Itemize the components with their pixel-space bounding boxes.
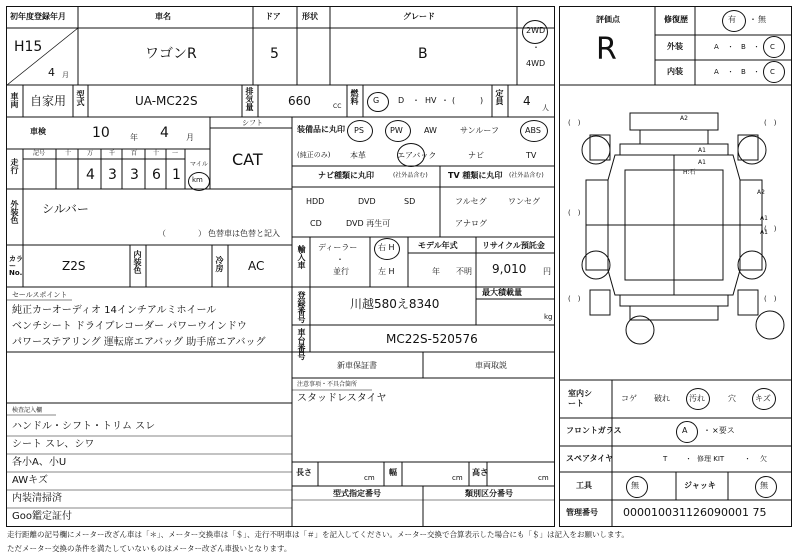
exterior-paren: （ ） (158, 229, 206, 238)
diagram-label-hood: A1 (698, 147, 706, 154)
equipment-sub: (純正のみ) (297, 151, 331, 159)
class-number-label: 類別区分番号 (465, 489, 513, 498)
diagram-label-right-front: A2 (757, 189, 765, 196)
shift-value: CAT (232, 150, 263, 169)
equip-airbag: エアバック (397, 151, 437, 160)
tv-sub: (社外品含む) (509, 172, 544, 179)
equip-navi: ナビ (468, 151, 484, 160)
width-label: 幅 (389, 468, 397, 477)
mileage-digit-3: 6 (152, 167, 161, 183)
diagram-label-right-quarter: A1 (760, 229, 768, 236)
diagram-label-roof: A1 (698, 159, 706, 166)
tools-value: 無 (631, 481, 639, 490)
management-label: 管理番号 (566, 508, 598, 517)
max-load-label: 最大積載量 (482, 288, 522, 297)
diagram-paren-tl: ( ) (568, 119, 581, 127)
color-no-label: カラーNo. (9, 255, 23, 277)
import-parallel: 並行 (333, 267, 349, 276)
displacement-value: 660 (288, 94, 311, 108)
model-year-label: モデル年式 (418, 241, 458, 250)
model-value: UA-MC22S (135, 94, 198, 108)
spare-kit: 修理 KIT (697, 455, 725, 463)
ac-value: AC (248, 259, 265, 273)
equip-sunroof: サンルーフ (460, 126, 499, 135)
cc-unit: CC (333, 103, 342, 110)
vin-label: 車台番号 (297, 328, 306, 360)
model-year-unknown: 不明 (456, 267, 472, 276)
digit-header-2: 千 (109, 150, 116, 157)
km-label: km (192, 176, 203, 184)
exterior-value: シルバー (42, 202, 89, 216)
sales-points-label: セールスポイント (12, 291, 68, 299)
management-value: 000010031126090001 75 (623, 506, 767, 519)
fuel-hv: HV (425, 96, 437, 105)
int-grade-dot1: ・ (727, 68, 734, 76)
navi-sd: SD (404, 197, 416, 206)
equip-leather: 本革 (350, 151, 366, 160)
equip-abs: ABS (525, 126, 541, 135)
length-label: 長さ (296, 468, 312, 477)
model-label: 型式 (76, 90, 85, 106)
car-wheels (582, 136, 784, 344)
fuel-dot1: ・ (412, 96, 420, 105)
equip-ps: PS (354, 126, 364, 135)
tv-oneseg: ワンセグ (508, 197, 540, 206)
door-count-value: 5 (270, 46, 279, 62)
spare-none: 欠 (760, 455, 767, 463)
seat-hole: 穴 (728, 394, 736, 403)
ac-label: 冷房 (215, 256, 224, 272)
repair-dot: ・ (749, 15, 757, 24)
digit-header-3: 百 (131, 150, 138, 157)
tools-label: 工具 (576, 481, 592, 490)
spare-dot2: ・ (744, 455, 751, 463)
equip-aw: AW (424, 126, 437, 135)
left-handle: 左 H (378, 267, 395, 276)
import-dealer: ディーラー (318, 243, 358, 252)
inspection-year-unit: 年 (130, 133, 138, 142)
int-grade-b: B (741, 68, 746, 76)
ext-grade-a: A (714, 43, 719, 51)
exterior-note: 色替車は色替と記入 (208, 229, 280, 238)
mileage-digit-1: 3 (108, 167, 117, 183)
fuel-dot2: ・ (441, 96, 449, 105)
usage-label: 車両 (10, 92, 19, 108)
fuel-g: G (373, 96, 380, 105)
yen-unit: 円 (543, 267, 551, 276)
repair-yes: 有 (728, 15, 736, 24)
repair-no: 無 (758, 15, 766, 24)
navi-dvd-play: DVD 再生可 (346, 219, 391, 228)
exterior-label: 外装色 (10, 200, 19, 224)
import-dot: ・ (336, 255, 344, 264)
ext-grade-c: C (770, 43, 775, 51)
diagram-paren-ml: ( ) (568, 209, 581, 217)
height-unit: cm (538, 474, 549, 482)
jack-label: ジャッキ (684, 481, 716, 490)
glass-need-exchange: ×要ス (712, 426, 735, 435)
sales-point-line-2: ベンチシート ドライブレコーダー パワーウインドウ (12, 321, 247, 332)
sales-point-line-3: パワーステアリング 運転席エアバッグ 助手席エアバッグ (12, 337, 266, 348)
equip-tv: TV (526, 151, 537, 160)
notes-value: スタッドレスタイヤ (297, 393, 387, 404)
ext-grade-dot2: ・ (753, 43, 760, 51)
car-name-value: ワゴンR (145, 46, 197, 62)
spare-t: T (663, 455, 668, 463)
interior-eval-label: 内装 (667, 67, 683, 76)
seat-stain: 汚れ (689, 394, 705, 403)
registration-label: 登録番号 (297, 291, 306, 323)
diagram-label-right-rear: A1 (760, 215, 768, 222)
footer-line-1: 走行距離の記号欄にメーター改ざん車は「＊」、メーター交換車は「＄」、走行不明車は「＃」を記入してください。メーター交換で合算表示した場合にも「＄」は記入をお願いします。 (7, 530, 629, 539)
ext-grade-dot1: ・ (727, 43, 734, 51)
fuel-d: D (398, 96, 405, 105)
diagram-label-windshield: H:石 (683, 169, 696, 176)
year-label: 初年度登録年月 (10, 12, 66, 21)
navi-title: ナビ種類に丸印 (318, 171, 374, 180)
inspector-line-3: 各小A、小U (12, 457, 67, 468)
new-car-warranty: 新車保証書 (337, 361, 377, 370)
width-unit: cm (452, 474, 463, 482)
circle-mark-2wd (522, 20, 548, 44)
sales-point-line-1: 純正カーオーディオ 14インチアルミホイール (12, 305, 217, 316)
recycle-label: リサイクル預託金 (482, 241, 545, 250)
navi-sub: (社外品含む) (393, 172, 428, 179)
mile-label: マイル (190, 161, 208, 168)
capacity-label: 定員 (495, 89, 504, 105)
navi-dvd: DVD (358, 197, 376, 206)
navi-hdd: HDD (306, 197, 325, 206)
evaluation-score: R (596, 32, 617, 67)
int-grade-a: A (714, 68, 719, 76)
tv-fullseg: フルセグ (455, 197, 487, 206)
capacity-value: 4 (523, 94, 531, 108)
registration-value: 川越580え8340 (350, 297, 440, 311)
import-label: 輸入車 (297, 245, 306, 269)
exterior-eval-label: 外装 (667, 42, 683, 51)
displacement-label: 排気量 (245, 87, 254, 111)
grade-label: グレード (403, 12, 435, 21)
type-designation-label: 型式指定番号 (333, 489, 381, 498)
length-unit: cm (364, 474, 375, 482)
equip-pw: PW (390, 126, 403, 135)
navi-cd: CD (310, 219, 322, 228)
diagram-paren-bl: ( ) (568, 295, 581, 303)
ext-grade-b: B (741, 43, 746, 51)
front-glass-label: フロントガラス (566, 426, 622, 435)
fuel-label: 燃料 (350, 89, 359, 105)
digit-header-4: 十 (153, 150, 160, 157)
inspector-line-4: AWキズ (12, 475, 48, 486)
color-no-value: Z2S (62, 259, 86, 273)
kg-unit: kg (544, 313, 553, 321)
first-reg-month: 4 (48, 66, 55, 79)
car-name-label: 車名 (155, 12, 171, 21)
model-year-unit: 年 (432, 267, 440, 276)
mileage-digit-2: 3 (130, 167, 139, 183)
car-body-diagram (586, 113, 762, 320)
evaluation-label: 評価点 (596, 15, 620, 24)
glass-value: A (682, 426, 688, 435)
seat-tear: 破れ (654, 394, 670, 403)
inspector-line-2: シート スレ、シワ (12, 439, 95, 450)
door-label: ドア (265, 12, 281, 21)
diagram-paren-tr: ( ) (764, 119, 777, 127)
digit-header-0: 十 (65, 150, 72, 157)
seat-scratch: キズ (755, 394, 771, 403)
drive-4wd: 4WD (526, 59, 546, 68)
height-label: 高さ (472, 468, 488, 477)
mileage-label: 走行 (10, 158, 19, 174)
inspector-line-6: Goo鑑定証付 (12, 511, 72, 522)
inspection-label: 車検 (30, 127, 46, 136)
jack-value: 無 (760, 481, 768, 490)
first-reg-year: H15 (14, 39, 43, 55)
inspector-line-1: ハンドル・シフト・トリム スレ (12, 421, 156, 432)
mileage-digit-4: 1 (172, 167, 181, 183)
vin-value: MC22S-520576 (386, 332, 478, 346)
inspection-month: 4 (160, 125, 169, 141)
digit-header-symbol: 記号 (33, 150, 46, 157)
inspector-line-5: 内装清掃済 (12, 493, 62, 504)
drive-2wd: 2WD (526, 26, 546, 35)
digit-header-1: 万 (87, 150, 94, 157)
month-unit: 月 (62, 71, 69, 79)
inspection-year: 10 (92, 125, 110, 141)
diagram-paren-mr: ( ) (764, 225, 777, 233)
fuel-paren-open: ( (452, 96, 456, 105)
capacity-unit: 人 (542, 104, 549, 112)
inspector-title: 検査記入欄 (12, 407, 43, 414)
digit-header-5: 一 (172, 150, 179, 157)
fuel-paren-close: ) (480, 96, 484, 105)
drive-sep: ・ (532, 43, 540, 52)
vehicle-manual: 車両取説 (475, 361, 507, 370)
shift-label: シフト (242, 119, 263, 127)
mileage-digit-0: 4 (86, 167, 95, 183)
glass-dot: ・ (703, 426, 711, 435)
spare-dot: ・ (685, 455, 692, 463)
equipment-label: 装備品に丸印 (297, 125, 345, 134)
right-handle: 右 H (378, 243, 395, 252)
interior-seat-label: 室内シート (568, 389, 592, 409)
inspection-month-unit: 月 (186, 133, 194, 142)
tv-analog: アナログ (455, 219, 487, 228)
interior-color-label: 内装色 (133, 250, 142, 274)
tv-title: TV 種類に丸印 (448, 171, 503, 180)
footer-line-2: ただメーター交換の条件を満たしていないものはメーター改ざん車扱いとなります。 (7, 544, 292, 553)
seat-burn: コゲ (621, 394, 637, 403)
grade-value: B (418, 46, 428, 62)
shape-label: 形状 (302, 12, 318, 21)
diagram-label-front: A2 (680, 115, 688, 122)
repair-history-label: 修復歴 (664, 15, 688, 24)
recycle-value: 9,010 (492, 262, 527, 276)
usage-value: 自家用 (30, 94, 67, 108)
diagram-paren-br: ( ) (764, 295, 777, 303)
int-grade-c: C (770, 68, 775, 76)
spare-tire-label: スペアタイヤ (566, 454, 614, 463)
int-grade-dot2: ・ (753, 68, 760, 76)
notes-label: 注意事項・不具合箇所 (297, 381, 358, 388)
